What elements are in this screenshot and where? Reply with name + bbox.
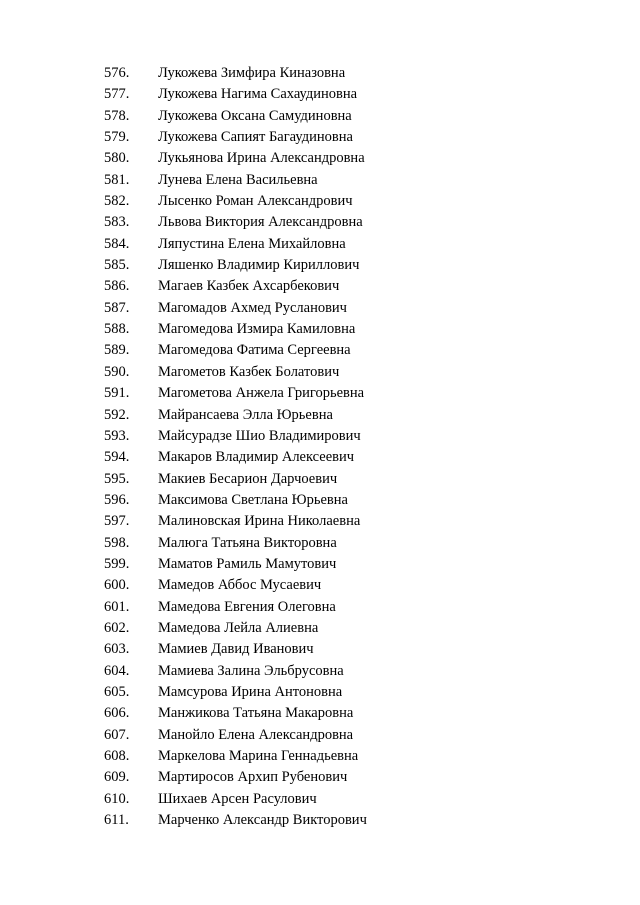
item-number: 594. — [104, 449, 130, 466]
list-item — [0, 554, 640, 575]
person-name: Марченко Александр Викторович — [158, 812, 367, 829]
list-item — [0, 447, 640, 468]
person-name: Ляпустина Елена Михайловна — [158, 235, 346, 252]
item-number: 595. — [104, 470, 130, 487]
item-number: 577. — [104, 86, 130, 103]
person-name: Магометова Анжела Григорьевна — [158, 385, 365, 402]
item-number: 603. — [104, 641, 130, 658]
item-number: 587. — [104, 299, 130, 316]
list-item — [0, 319, 640, 340]
person-name: Малиновская Ирина Николаевна — [158, 513, 361, 530]
list-item — [0, 234, 640, 255]
person-name: Макиев Бесарион Дарчоевич — [158, 470, 338, 487]
item-number: 592. — [104, 406, 130, 423]
item-number: 593. — [104, 427, 130, 444]
item-number: 605. — [104, 683, 130, 700]
item-number: 598. — [104, 534, 130, 551]
person-name: Маматов Рамиль Мамутович — [158, 555, 337, 572]
person-name: Магаев Казбек Ахсарбекович — [158, 278, 340, 295]
person-name: Майрансаева Элла Юрьевна — [158, 406, 333, 423]
list-item — [0, 575, 640, 596]
person-name: Максимова Светлана Юрьевна — [158, 491, 348, 508]
item-number: 585. — [104, 257, 130, 274]
list-item — [0, 597, 640, 618]
item-number: 597. — [104, 513, 130, 530]
person-name: Шихаев Арсен Расулович — [158, 790, 317, 807]
item-number: 600. — [104, 577, 130, 594]
list-item — [0, 426, 640, 447]
item-number: 582. — [104, 193, 130, 210]
person-name: Маркелова Марина Геннадьевна — [158, 748, 359, 764]
list-item — [0, 127, 640, 148]
person-name: Лукожева Нагима Сахаудиновна — [158, 86, 358, 103]
person-name: Магомадов Ахмед Русланович — [158, 299, 347, 316]
person-name: Львова Виктория Александровна — [158, 214, 363, 231]
person-name: Манжикова Татьяна Макаровна — [158, 705, 354, 722]
list-item — [0, 255, 640, 276]
item-number: 591. — [104, 385, 130, 402]
person-name: Мамедова Лейла Алиевна — [158, 619, 319, 636]
list-item — [0, 810, 640, 831]
item-number: 589. — [104, 342, 130, 359]
person-name: Макаров Владимир Алексеевич — [158, 449, 355, 466]
list-item — [0, 383, 640, 404]
item-number: 580. — [104, 150, 130, 167]
person-name: Мартиросов Архип Рубенович — [158, 769, 348, 786]
list-item — [0, 789, 640, 810]
list-item — [0, 746, 640, 767]
list-item — [0, 703, 640, 724]
person-name: Манойло Елена Александровна — [158, 726, 354, 743]
item-number: 609. — [104, 769, 130, 786]
person-name: Лукожева Зимфира Киназовна — [158, 65, 346, 81]
item-number: 602. — [104, 619, 130, 636]
item-number: 596. — [104, 491, 130, 508]
item-number: 584. — [104, 235, 130, 252]
item-number: 607. — [104, 726, 130, 743]
list-item — [0, 639, 640, 660]
list-item — [0, 533, 640, 554]
person-name: Лысенко Роман Александрович — [158, 193, 353, 210]
item-number: 610. — [104, 790, 130, 807]
list-item — [0, 170, 640, 191]
person-name: Малюга Татьяна Викторовна — [158, 534, 337, 551]
item-number: 576. — [104, 65, 130, 81]
item-number: 579. — [104, 129, 130, 146]
person-name: Лукожева Сапият Багаудиновна — [158, 129, 353, 146]
person-name: Лукожева Оксана Самудиновна — [158, 107, 352, 124]
item-number: 604. — [104, 662, 130, 679]
list-item — [0, 725, 640, 746]
list-item — [0, 63, 640, 84]
list-item — [0, 212, 640, 233]
item-number: 590. — [104, 363, 130, 380]
list-item — [0, 340, 640, 361]
list-item — [0, 276, 640, 297]
list-item — [0, 84, 640, 105]
person-name: Мамиев Давид Иванович — [158, 641, 314, 658]
item-number: 606. — [104, 705, 130, 722]
item-number: 578. — [104, 107, 130, 124]
list-item — [0, 298, 640, 319]
person-name: Магомедова Измира Камиловна — [158, 321, 356, 338]
person-name: Лукьянова Ирина Александровна — [158, 150, 365, 167]
list-item — [0, 618, 640, 639]
person-name: Ляшенко Владимир Кириллович — [158, 257, 360, 274]
person-name: Магометов Казбек Болатович — [158, 363, 340, 380]
item-number: 601. — [104, 598, 130, 615]
person-name: Лунева Елена Васильевна — [158, 171, 318, 188]
person-name: Мамедов Аббос Мусаевич — [158, 577, 322, 594]
list-item — [0, 490, 640, 511]
numbered-name-list — [0, 63, 640, 831]
list-item — [0, 106, 640, 127]
list-item — [0, 682, 640, 703]
list-item — [0, 148, 640, 169]
list-item — [0, 405, 640, 426]
item-number: 588. — [104, 321, 130, 338]
person-name: Мамсурова Ирина Антоновна — [158, 683, 343, 700]
list-item — [0, 511, 640, 532]
person-name: Майсурадзе Шио Владимирович — [158, 427, 361, 444]
person-name: Мамиева Залина Эльбрусовна — [158, 662, 344, 679]
list-item — [0, 661, 640, 682]
item-number: 611. — [104, 812, 129, 829]
item-number: 608. — [104, 748, 130, 764]
item-number: 586. — [104, 278, 130, 295]
person-name: Магомедова Фатима Сергеевна — [158, 342, 351, 359]
list-item — [0, 362, 640, 383]
item-number: 599. — [104, 555, 130, 572]
item-number: 581. — [104, 171, 130, 188]
item-number: 583. — [104, 214, 130, 231]
list-item — [0, 767, 640, 788]
list-item — [0, 191, 640, 212]
list-item — [0, 469, 640, 490]
person-name: Мамедова Евгения Олеговна — [158, 598, 336, 615]
